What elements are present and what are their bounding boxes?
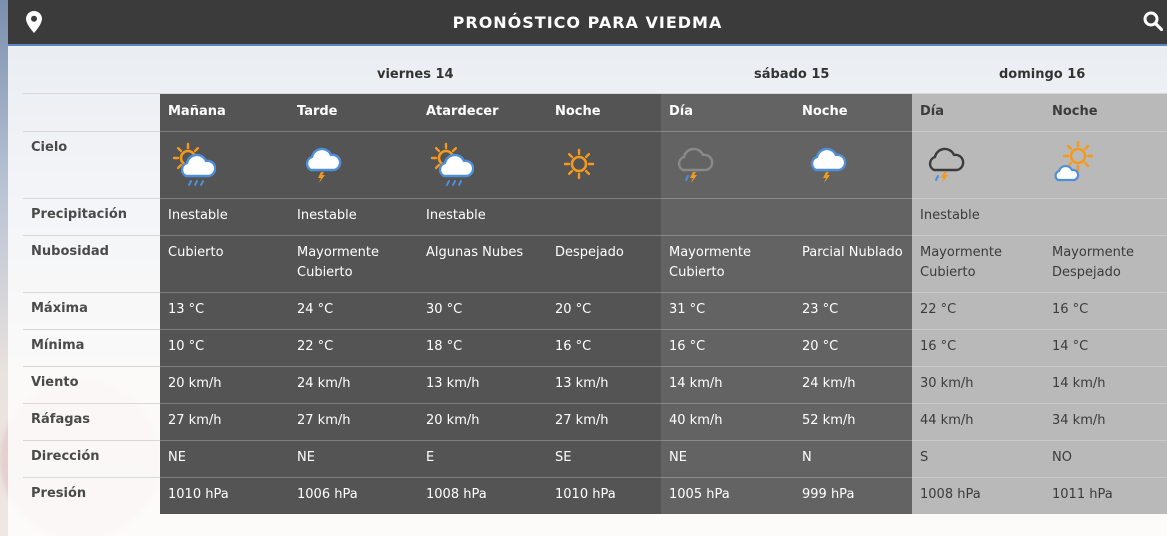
row-label: Ráfagas xyxy=(23,403,160,440)
cell-gusts: 34 km/h xyxy=(1052,413,1106,428)
row-divider xyxy=(160,235,1167,236)
period-header: Día xyxy=(669,104,694,119)
cell-dir: E xyxy=(426,450,435,465)
period-header: Tarde xyxy=(297,104,338,119)
cell-min: 22 °C xyxy=(297,339,334,354)
period-header: Noche xyxy=(802,104,848,119)
cloud-storm-icon xyxy=(802,140,850,188)
cell-dir: N xyxy=(802,450,812,465)
cell-pressure: 1008 hPa xyxy=(920,487,981,502)
cell-max: 24 °C xyxy=(297,302,334,317)
cell-dir: NE xyxy=(297,450,315,465)
cell-gusts: 27 km/h xyxy=(168,413,222,428)
cell-clouds: Mayormente Cubierto xyxy=(297,245,379,280)
row-divider xyxy=(23,366,160,367)
search-icon[interactable] xyxy=(1143,11,1163,31)
cell-min: 20 °C xyxy=(802,339,839,354)
period-header: Mañana xyxy=(168,104,226,119)
cell-pressure: 999 hPa xyxy=(802,487,855,502)
cell-min: 18 °C xyxy=(426,339,463,354)
row-divider xyxy=(160,403,1167,404)
row-divider xyxy=(23,235,160,236)
row-divider xyxy=(160,292,1167,293)
cloud-storm-icon xyxy=(297,140,345,188)
row-label: Nubosidad xyxy=(23,235,160,292)
cell-pressure: 1011 hPa xyxy=(1052,487,1113,502)
cell-max: 30 °C xyxy=(426,302,463,317)
cell-max: 13 °C xyxy=(168,302,205,317)
cell-gusts: 27 km/h xyxy=(297,413,351,428)
cell-wind: 30 km/h xyxy=(920,376,974,391)
cell-clouds: Mayormente Despejado xyxy=(1052,245,1134,280)
cell-gusts: 20 km/h xyxy=(426,413,480,428)
cloud-storm-grey-icon xyxy=(669,140,717,188)
cell-clouds: Mayormente Cubierto xyxy=(669,245,751,280)
row-divider xyxy=(23,403,160,404)
cell-precip: Inestable xyxy=(168,208,228,223)
row-divider xyxy=(23,477,160,478)
cell-wind: 20 km/h xyxy=(168,376,222,391)
day-header: domingo 16 xyxy=(999,67,1086,82)
row-label: Mínima xyxy=(23,329,160,366)
row-divider xyxy=(23,329,160,330)
cell-precip: Inestable xyxy=(297,208,357,223)
cell-wind: 14 km/h xyxy=(1052,376,1106,391)
row-label: Máxima xyxy=(23,292,160,329)
sun-cloud-icon xyxy=(1052,140,1100,188)
cell-gusts: 52 km/h xyxy=(802,413,856,428)
cell-max: 16 °C xyxy=(1052,302,1089,317)
cell-precip: Inestable xyxy=(426,208,486,223)
row-label: Dirección xyxy=(23,440,160,477)
cell-dir: NE xyxy=(168,450,186,465)
row-divider xyxy=(160,198,1167,199)
cell-max: 31 °C xyxy=(669,302,706,317)
day-header: viernes 14 xyxy=(377,67,454,82)
day-headers xyxy=(8,46,1167,94)
cell-max: 20 °C xyxy=(555,302,592,317)
cell-min: 10 °C xyxy=(168,339,205,354)
row-divider xyxy=(160,131,1167,132)
cell-gusts: 40 km/h xyxy=(669,413,723,428)
cell-clouds: Cubierto xyxy=(168,245,224,260)
row-divider xyxy=(160,440,1167,441)
row-label: Precipitación xyxy=(23,198,160,235)
period-header: Noche xyxy=(555,104,601,119)
row-label: Presión xyxy=(23,477,160,514)
cell-wind: 24 km/h xyxy=(297,376,351,391)
cell-precip: Inestable xyxy=(920,208,980,223)
period-header: Día xyxy=(920,104,945,119)
top-bar xyxy=(8,0,1167,46)
period-header: Atardecer xyxy=(426,104,499,119)
cell-pressure: 1010 hPa xyxy=(168,487,229,502)
cell-clouds: Despejado xyxy=(555,245,624,260)
period-header: Noche xyxy=(1052,104,1098,119)
cloud-storm-dark-icon xyxy=(920,140,968,188)
cell-max: 22 °C xyxy=(920,302,957,317)
cell-dir: NE xyxy=(669,450,687,465)
cell-dir: SE xyxy=(555,450,572,465)
row-divider xyxy=(23,440,160,441)
cell-wind: 14 km/h xyxy=(669,376,723,391)
cell-wind: 13 km/h xyxy=(426,376,480,391)
row-divider xyxy=(160,366,1167,367)
cell-min: 16 °C xyxy=(555,339,592,354)
cell-wind: 13 km/h xyxy=(555,376,609,391)
row-divider xyxy=(160,329,1167,330)
row-label: Viento xyxy=(23,366,160,403)
cell-pressure: 1010 hPa xyxy=(555,487,616,502)
cell-min: 14 °C xyxy=(1052,339,1089,354)
cell-dir: S xyxy=(920,450,929,465)
cell-clouds: Mayormente Cubierto xyxy=(920,245,1002,280)
sun-icon xyxy=(555,140,603,188)
cell-pressure: 1005 hPa xyxy=(669,487,730,502)
cell-dir: NO xyxy=(1052,450,1072,465)
sun-cloud-rain-icon xyxy=(168,140,216,188)
cell-clouds: Parcial Nublado xyxy=(802,245,903,260)
cell-min: 16 °C xyxy=(669,339,706,354)
cell-pressure: 1006 hPa xyxy=(297,487,358,502)
cell-gusts: 27 km/h xyxy=(555,413,609,428)
cell-gusts: 44 km/h xyxy=(920,413,974,428)
row-divider xyxy=(23,131,160,132)
forecast-table xyxy=(8,46,1167,536)
row-divider xyxy=(160,477,1167,478)
row-divider xyxy=(23,198,160,199)
day-header: sábado 15 xyxy=(754,67,830,82)
page-title: PRONÓSTICO PARA VIEDMA xyxy=(452,12,723,32)
cell-wind: 24 km/h xyxy=(802,376,856,391)
row-divider xyxy=(23,292,160,293)
map-pin-icon[interactable] xyxy=(26,11,42,33)
cell-min: 16 °C xyxy=(920,339,957,354)
row-label: Cielo xyxy=(23,131,160,198)
cell-max: 23 °C xyxy=(802,302,839,317)
sun-cloud-rain-icon xyxy=(426,140,474,188)
cell-pressure: 1008 hPa xyxy=(426,487,487,502)
cell-clouds: Algunas Nubes xyxy=(426,245,524,260)
